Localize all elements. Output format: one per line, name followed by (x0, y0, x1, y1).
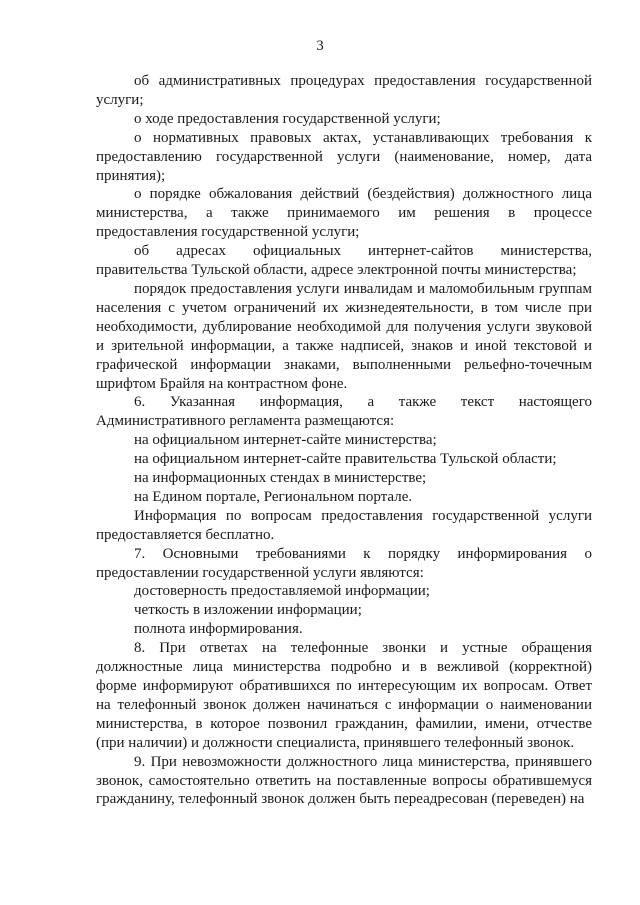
paragraph-website-addresses: об адресах официальных интернет-сайтов министерства, правительства Тульской области, адресе электронной почты министерства; (96, 243, 592, 279)
list-item-clarity: четкость в изложении информации; (134, 602, 362, 619)
list-item-completeness: полнота информирования. (134, 621, 303, 638)
paragraph-section-9: 9. При невозможности должностного лица министерства, принявшего звонок, самостоятельно ответить на поставленные вопросы обратившемуся гражданину, телефонный звонок должен быть переадресован (переведен) на (96, 753, 592, 808)
list-item-reliability: достоверность предоставляемой информации; (134, 583, 430, 600)
paragraph-appeal-procedure: о порядке обжалования действий (бездействия) должностного лица министерства, а также принимаемого им решения в процессе предоставления государственной услуги; (96, 186, 592, 241)
paragraph-section-7: 7. Основными требованиями к порядку информирования о предоставлении государственной услуги являются: (96, 545, 592, 581)
paragraph-section-6: 6. Указанная информация, а также текст настоящего Административного регламента размещаются: (96, 394, 592, 430)
page-number: 3 (316, 38, 324, 54)
document-body (96, 72, 592, 809)
list-item-info-stands: на информационных стендах в министерстве; (134, 470, 427, 487)
list-item-portals: на Едином портале, Региональном портале. (134, 488, 413, 505)
paragraph-free-info: Информация по вопросам предоставления государственной услуги предоставляется бесплатно. (96, 507, 592, 543)
paragraph-admin-procedures: об административных процедурах предоставления государственной услуги; (96, 73, 592, 108)
paragraph-service-progress: о ходе предоставления государственной услуги; (134, 110, 441, 127)
list-item-ministry-site: на официальном интернет-сайте министерства; (134, 432, 437, 449)
list-item-government-site: на официальном интернет-сайте правительства Тульской области; (134, 451, 557, 468)
paragraph-disabled-access: порядок предоставления услуги инвалидам и маломобильным группам населения с учетом ограничений их жизнедеятельности, в том числе при необходимости, дублирование необходимой для получения услуги звуковой и зрительной информации, а также надписей, знаков и иной текстовой и графической информации знаками, выполненными рельефно-точечным шрифтом Брайля на контрастном фоне. (96, 280, 592, 392)
paragraph-legal-acts: о нормативных правовых актах, устанавливающих требования к предоставлению государственной услуги (наименование, номер, дата принятия); (96, 129, 592, 184)
paragraph-section-8: 8. При ответах на телефонные звонки и устные обращения должностные лица министерства подробно и в вежливой (корректной) форме информируют обратившихся по интересующим их вопросам. Ответ на телефонный звонок должен начинаться с информации о наименовании министерства, в которое позвонил гражданин, фамилии, имени, отчестве (при наличии) и должности специалиста, принявшего телефонный звонок. (96, 640, 592, 751)
